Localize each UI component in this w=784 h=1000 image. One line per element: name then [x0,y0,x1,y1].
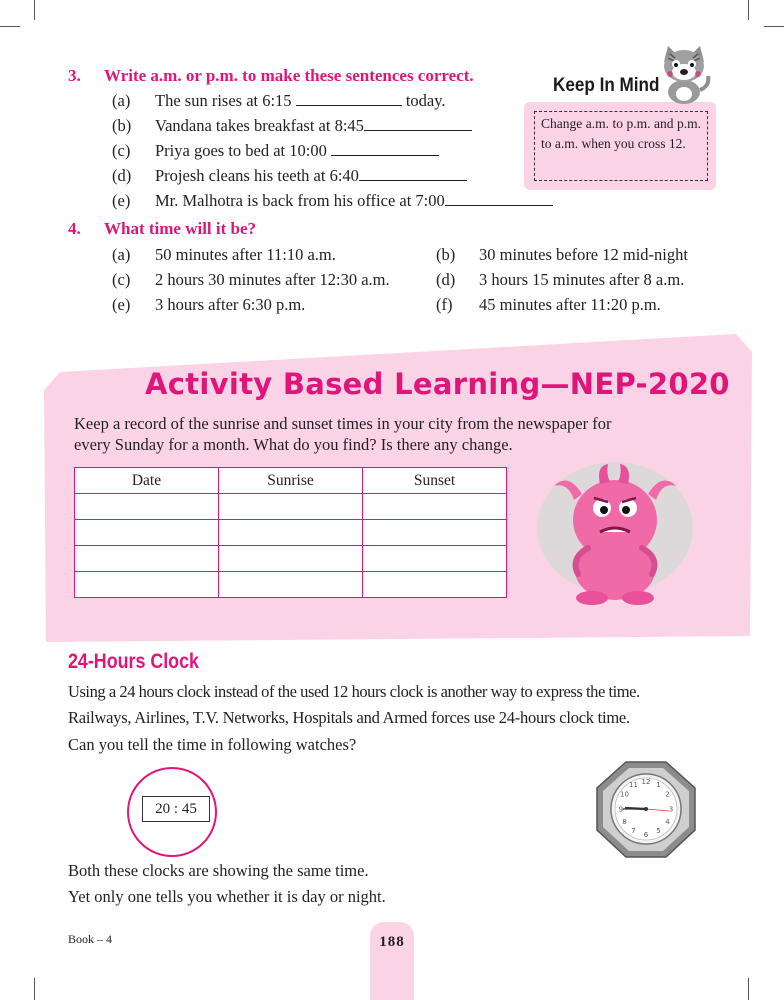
answer-blank[interactable] [296,93,402,106]
clock24-line2: Railways, Airlines, T.V. Networks, Hospitals and Armed forces use 24-hours clock time. [68,708,630,727]
q3-text-c: Priya goes to bed at 10:00 [155,141,327,160]
crop-mark [748,978,749,1000]
q3-label-e: (e) [112,191,131,210]
table-header-row [75,468,507,494]
table-cell[interactable] [219,572,363,598]
answer-blank[interactable] [331,143,439,156]
dial-number-5: 5 [656,827,661,835]
q4-item-f: 45 minutes after 11:20 p.m. [479,295,661,314]
answer-blank[interactable] [445,193,553,206]
q3-label-d: (d) [112,166,132,185]
sunrise-sunset-table [74,467,507,598]
crop-mark [34,978,35,1000]
header-sunset: Sunset [363,468,507,494]
header-date: Date [75,468,219,494]
digital-clock-display: 20 : 45 [142,796,210,822]
table-cell[interactable] [363,546,507,572]
activity-title: Activity Based Learning—NEP-2020 [145,367,730,401]
dial-number-12: 12 [641,778,651,786]
table-cell[interactable] [75,520,219,546]
table-cell[interactable] [75,572,219,598]
q4-label-c: (c) [112,270,131,289]
table-cell[interactable] [219,494,363,520]
q3-label-a: (a) [112,91,131,110]
crop-mark [34,0,35,20]
analog-clock-icon [591,760,701,860]
table-cell[interactable] [75,494,219,520]
q3-item-c [155,141,439,161]
q4-label-d: (d) [436,270,456,289]
dial-number-4: 4 [665,818,670,826]
crop-mark [764,26,784,27]
q3-number: 3. [68,66,81,85]
keep-in-mind-title: Keep In Mind [553,75,660,96]
table-cell[interactable] [75,546,219,572]
keep-in-mind-box [524,102,716,190]
activity-text-line1: Keep a record of the sunrise and sunset times in your city from the newspaper for [74,414,612,433]
q3-item-b [155,116,472,136]
dial-number-7: 7 [631,827,636,835]
answer-blank[interactable] [364,118,472,131]
table-cell[interactable] [363,494,507,520]
dial-number-9: 9 [618,805,624,814]
section-heading-24-hours: 24-Hours Clock [68,650,199,673]
table-row [75,572,507,598]
dial-number-1: 1 [656,781,661,789]
dial-number-2: 2 [665,790,670,799]
q4-label-b: (b) [436,245,456,264]
dial-number-3: 3 [668,805,674,814]
keep-in-mind-note: Change a.m. to p.m. and p.m. to a.m. when you cross 12. [534,111,708,181]
q4-heading: What time will it be? [104,219,257,238]
cat-mascot-icon [656,44,712,106]
dial-number-6: 6 [643,831,649,839]
header-sunrise: Sunrise [219,468,363,494]
q4-item-e: 3 hours after 6:30 p.m. [155,295,306,314]
table-cell[interactable] [219,520,363,546]
q4-label-f: (f) [436,295,453,314]
activity-text-line2: every Sunday for a month. What do you find? Is there any change. [74,435,513,454]
q4-item-a: 50 minutes after 11:10 a.m. [155,245,336,264]
pink-monster-illustration [530,458,700,608]
crop-mark [0,26,20,27]
q4-label-a: (a) [112,245,131,264]
table-cell[interactable] [363,572,507,598]
dial-number-8: 8 [622,818,627,826]
page-number: 188 [379,934,405,950]
dial-number-11: 11 [629,781,638,789]
q3-text-d: Projesh cleans his teeth at 6:40 [155,166,359,185]
q3-label-c: (c) [112,141,131,160]
footer-book-label: Book – 4 [68,932,113,946]
clock24-outro2: Yet only one tells you whether it is day or night. [68,887,386,906]
q3-text-b: Vandana takes breakfast at 8:45 [155,116,364,135]
clock24-line3: Can you tell the time in following watches? [68,735,357,754]
table-row [75,520,507,546]
dial-number-10: 10 [620,790,629,799]
table-cell[interactable] [363,520,507,546]
q4-item-c: 2 hours 30 minutes after 12:30 a.m. [155,270,390,289]
q3-text-a: The sun rises at 6:15 [155,91,292,110]
q3-item-a [155,91,446,111]
q3-item-d [155,166,467,186]
q3-text-e: Mr. Malhotra is back from his office at 7:00 [155,191,445,210]
q4-item-b: 30 minutes before 12 mid-night [479,245,688,264]
clock24-outro1: Both these clocks are showing the same time. [68,861,369,880]
q3-heading: Write a.m. or p.m. to make these sentences correct. [104,66,474,85]
table-row [75,494,507,520]
q4-item-d: 3 hours 15 minutes after 8 a.m. [479,270,685,289]
clock24-line1: Using a 24 hours clock instead of the used 12 hours clock is another way to express the time. [68,682,640,701]
q4-number: 4. [68,219,81,238]
table-cell[interactable] [219,546,363,572]
answer-blank[interactable] [359,168,467,181]
table-row [75,546,507,572]
crop-mark [748,0,749,20]
q4-label-e: (e) [112,295,131,314]
q3-item-e [155,191,553,211]
q3-label-b: (b) [112,116,132,135]
q3-after-a: today. [401,91,446,110]
